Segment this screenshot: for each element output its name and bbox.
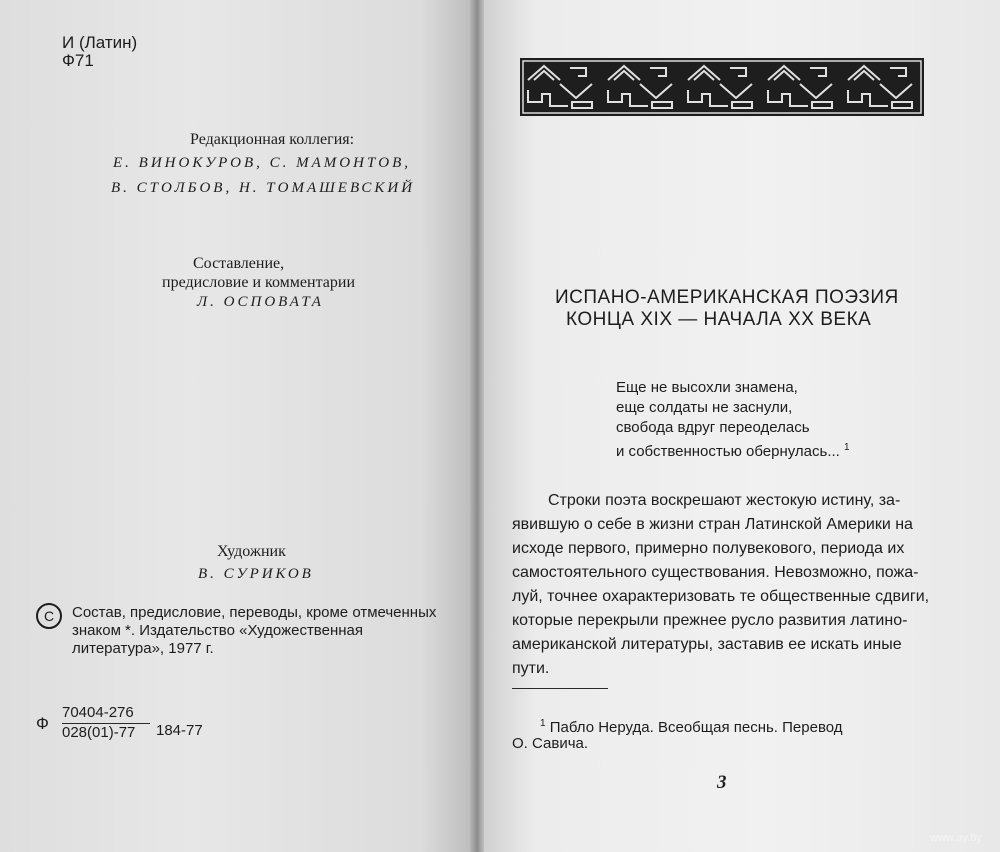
editorial-board-heading: Редакционная коллегия:: [190, 131, 355, 148]
body-line: исходе первого, примерно полувекового, периода их: [512, 540, 905, 557]
index-code: Ф71: [62, 51, 94, 70]
copyright-line-3: литература», 1977 г.: [72, 640, 214, 657]
left-page: [0, 0, 478, 852]
body-line: самостоятельного существования. Невозможно, пожа-: [512, 564, 919, 581]
body-line: Строки поэта воскрешают жестокую истину, за-: [548, 492, 901, 509]
copyright-line-1: Состав, предисловие, переводы, кроме отмеченных: [72, 604, 437, 621]
page-number: 3: [717, 772, 727, 793]
compiler-name: Л. ОСПОВАТА: [197, 294, 324, 310]
body-line: которые перекрыли прежнее русло развития латино-: [512, 612, 908, 629]
footnote-rule: [512, 688, 608, 689]
compiled-by-line-2: предисловие и комментарии: [162, 274, 356, 291]
epigraph-line: Еще не высохли знамена,: [616, 379, 798, 396]
catalog-suffix: 184-77: [156, 722, 203, 739]
chapter-title-line-1: ИСПАНО-АМЕРИКАНСКАЯ ПОЭЗИЯ: [555, 287, 899, 308]
body-line: явившую о себе в жизни стран Латинской Америки на: [512, 516, 913, 533]
editorial-board-line-1: Е. ВИНОКУРОВ, С. МАМОНТОВ,: [113, 155, 412, 171]
epigraph-note-mark: 1: [844, 442, 850, 453]
body-line: пути.: [512, 660, 550, 677]
editorial-board-line-2: В. СТОЛБОВ, Н. ТОМАШЕВСКИЙ: [111, 180, 416, 196]
epigraph-last-line-text: и собственностью обернулась...: [616, 443, 840, 460]
compiled-by-line-1: Составление,: [193, 255, 285, 272]
geometric-band-ornament-icon: [520, 58, 924, 116]
artist-name: В. СУРИКОВ: [198, 566, 314, 582]
body-line: луй, точнее охарактеризовать те общественные сдвиги,: [512, 588, 930, 605]
footnote-line-2: О. Савича.: [512, 735, 589, 752]
catalog-numerator: 70404-276: [62, 704, 134, 721]
artist-label: Художник: [217, 543, 286, 560]
body-text: [512, 489, 929, 681]
epigraph-line: [616, 438, 850, 462]
footnote-line-1: Пабло Неруда. Всеобщая песнь. Перевод: [549, 719, 843, 736]
chapter-title-line-2: КОНЦА XIX — НАЧАЛА XX ВЕКА: [566, 309, 872, 330]
epigraph: [616, 378, 850, 462]
copyright-icon: C: [36, 603, 62, 629]
body-line: американской литературы, заставив ее искать иные: [512, 636, 902, 653]
watermark: www.ay.by: [930, 832, 982, 844]
epigraph-line: свобода вдруг переоделась: [616, 419, 810, 436]
catalog-denominator: 028(01)-77: [62, 724, 136, 741]
footnote-mark: 1: [540, 718, 546, 729]
epigraph-line: еще солдаты не заснули,: [616, 399, 793, 416]
copyright-line-2: знаком *. Издательство «Художественная: [72, 622, 363, 639]
class-code: И (Латин): [62, 33, 138, 52]
catalog-letter: Ф: [36, 714, 49, 733]
